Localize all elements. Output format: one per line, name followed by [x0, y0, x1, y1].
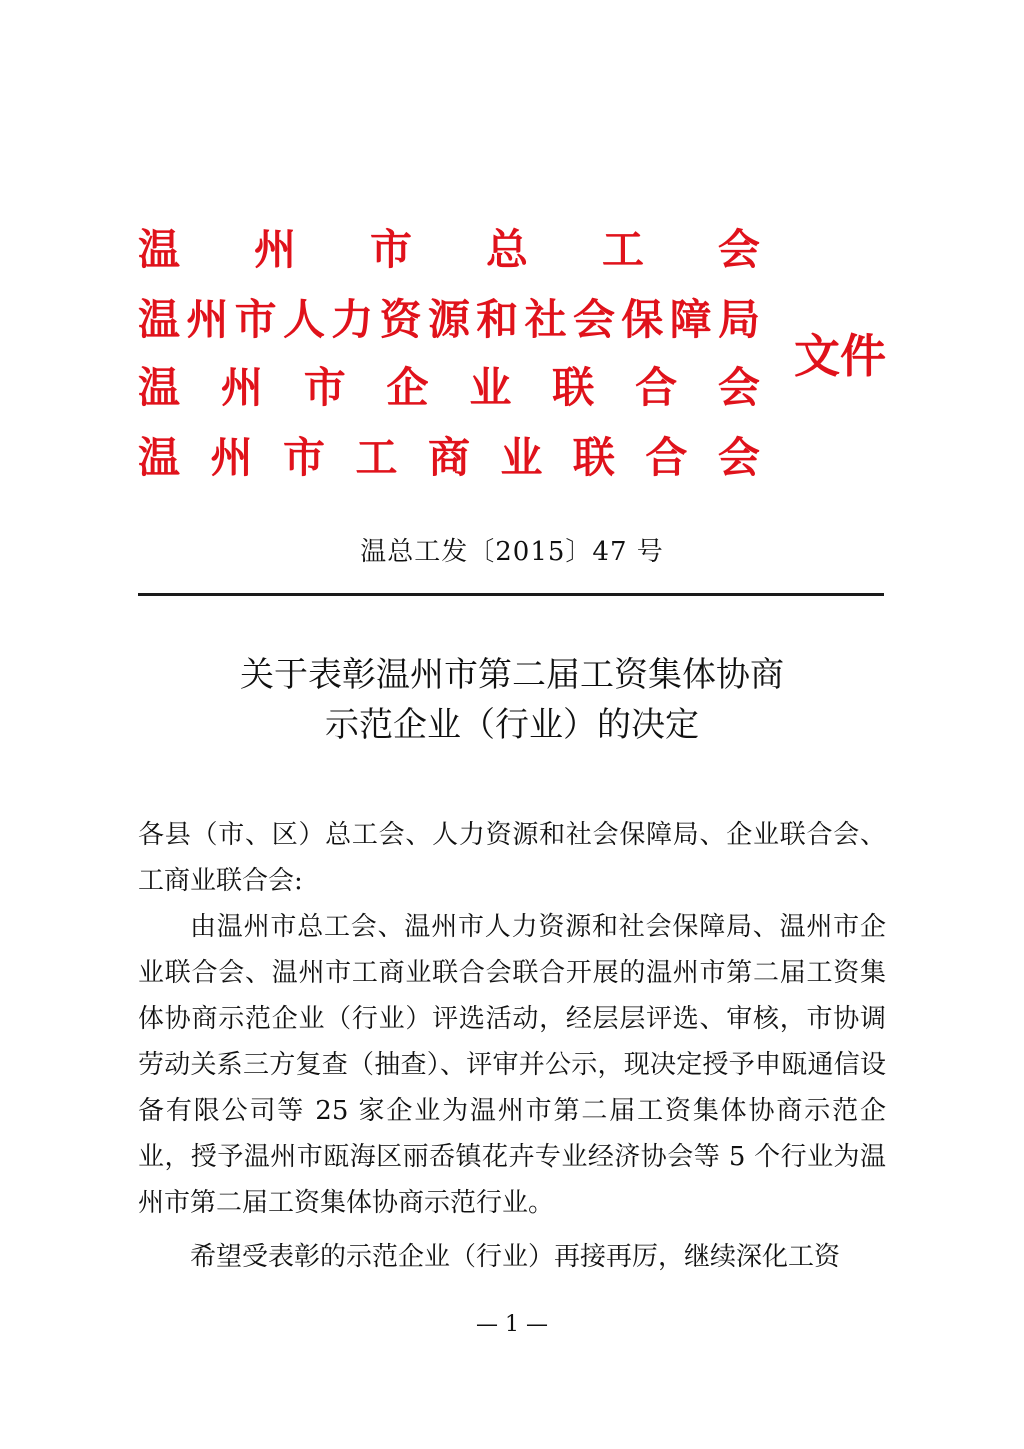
- issuer-character: 保: [621, 295, 664, 344]
- issuer-header: [138, 222, 898, 482]
- issuer-character: 局: [717, 295, 760, 344]
- issuer-character: 会: [572, 295, 615, 344]
- issuer-line-enterprise-confederation: [138, 360, 760, 416]
- issuer-character: 业: [500, 433, 543, 482]
- issuer-character: 温: [138, 225, 181, 274]
- document-number: 温总工发〔2015〕47 号: [360, 537, 664, 567]
- issuer-character: 联: [552, 363, 595, 412]
- issuer-character: 合: [645, 433, 688, 482]
- issuer-character: 市: [303, 363, 346, 412]
- issuer-character: 市: [369, 225, 412, 274]
- issuer-character: 商: [427, 433, 470, 482]
- issuer-character: 和: [476, 295, 519, 344]
- issuer-character: 会: [717, 363, 760, 412]
- issuer-character: 联: [572, 433, 615, 482]
- issuer-character: 会: [717, 225, 760, 274]
- issuer-character: 市: [282, 433, 325, 482]
- issuer-character: 温: [138, 363, 181, 412]
- document-body: [138, 812, 886, 1280]
- page-number: — 1 —: [476, 1312, 548, 1337]
- issuer-character: 源: [427, 295, 470, 344]
- document-title-line-1: 关于表彰温州市第二届工资集体协商: [240, 655, 784, 695]
- issuer-character: 企: [386, 363, 429, 412]
- issuer-character: 障: [669, 295, 712, 344]
- document-title-line-2: 示范企业（行业）的决定: [325, 705, 699, 745]
- issuer-character: 人: [282, 295, 325, 344]
- issuer-character: 合: [635, 363, 678, 412]
- issuer-character: 资: [379, 295, 422, 344]
- file-label: 文件: [794, 329, 886, 383]
- issuer-line-federation-of-industry-commerce: [138, 430, 760, 486]
- issuer-character: 州: [220, 363, 263, 412]
- issuer-character: 工: [601, 225, 644, 274]
- body-paragraph-2: 希望受表彰的示范企业（行业）再接再厉，继续深化工资: [190, 1242, 841, 1272]
- document-title: [0, 650, 1024, 750]
- issuer-character: 会: [717, 433, 760, 482]
- issuer-character: 温: [138, 433, 181, 482]
- issuer-line-human-resources-bureau: [138, 292, 760, 348]
- issuer-character: 州: [253, 225, 296, 274]
- issuer-line-federation-of-trade-unions: [138, 222, 760, 278]
- issuer-character: 州: [186, 295, 229, 344]
- body-paragraph-1: 由温州市总工会、温州市人力资源和社会保障局、温州市企业联合会、温州市工商业联合会联合开展的温州市第二届工资集体协商示范企业（行业）评选活动，经层层评选、审核，市协调劳动关系三方复查（抽查）、评审并公示，现决定授予申瓯通信设备有限公司等 25 家企业为温州市第二届工资集体协商示范企业，授予温州市瓯海区丽岙镇花卉专业经济协会等 5 个行业为温州市第二届工资集体协商示范行业。: [138, 912, 886, 1218]
- addressee: 各县（市、区）总工会、人力资源和社会保障局、企业联合会、工商业联合会:: [138, 820, 886, 896]
- header-divider: [138, 593, 884, 596]
- issuer-character: 温: [138, 295, 181, 344]
- issuer-character: 市: [234, 295, 277, 344]
- issuer-character: 总: [485, 225, 528, 274]
- issuer-character: 力: [331, 295, 374, 344]
- issuer-character: 州: [210, 433, 253, 482]
- issuer-character: 业: [469, 363, 512, 412]
- issuer-character: 社: [524, 295, 567, 344]
- issuer-character: 工: [355, 433, 398, 482]
